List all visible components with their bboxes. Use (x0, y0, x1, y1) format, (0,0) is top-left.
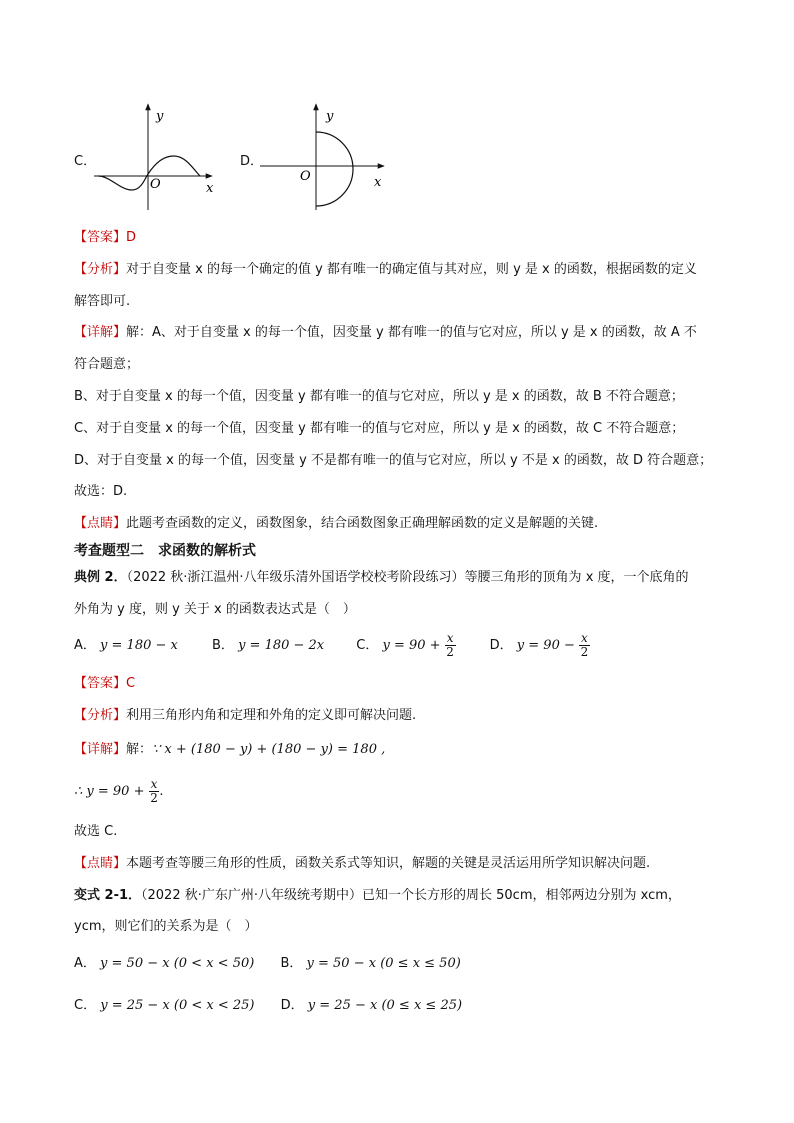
analysis-line-2: 解答即可. (74, 294, 131, 309)
variant-option-a: A． y = 50 − x (0 < x < 50) (74, 956, 255, 971)
detail-line-a2: 符合题意； (74, 357, 140, 372)
detail-line-a1: 【详解】解：A、对于自变量 x 的每一个值，因变量 y 都有唯一的值与它对应，所以 y 是 x 的函数，故 A 不 (74, 325, 697, 340)
example-2-analysis: 【分析】利用三角形内角和定理和外角的定义即可解决问题. (74, 708, 417, 723)
example-2-choice: 故选 C. (74, 824, 118, 839)
section-title: 考查题型二 求函数的解析式 (74, 543, 256, 559)
variant-2-1-options-cd (74, 996, 462, 1016)
variant-2-1-stem-2: ycm，则它们的关系为是（ ） (74, 919, 258, 934)
graph-d-y-label: y (326, 109, 334, 124)
graph-c-curve (98, 156, 200, 190)
variant-2-1-options-ab (74, 954, 461, 974)
option-a: A． y = 180 − x (74, 638, 178, 653)
variant-2-1-stem-1: 变式 2-1．（2022 秋·广东广州·八年级统考期中）已知一个长方形的周长 50cm，相邻两边分别为 xcm， (74, 888, 681, 903)
graph-d-semicircle (316, 132, 353, 206)
option-c: C． y = 90 + $\frac{x}{2}$ (356, 631, 454, 659)
graph-c-y-label: y (156, 109, 164, 124)
example-2-detail: 【详解】解：∵ x + (180 − y) + (180 − y) = 180 , (74, 742, 386, 757)
example-2-stem-1: 典例 2．（2022 秋·浙江温州·八年级乐清外国语学校校考阶段练习）等腰三角形的顶角为 x 度，一个底角的 (74, 570, 689, 585)
graph-c-x-label: x (206, 181, 214, 196)
comment-line: 【点睛】此题考查函数的定义，函数图象，结合函数图象正确理解函数的定义是解题的关键. (74, 516, 599, 531)
choice-line: 故选：D. (74, 484, 128, 499)
option-b: B． y = 180 − 2x (212, 638, 325, 653)
variant-option-c: C． y = 25 − x (0 < x < 25) (74, 998, 255, 1013)
graph-d-x-label: x (374, 175, 382, 190)
graph-d-origin: O (300, 169, 311, 184)
graph-c (90, 98, 220, 213)
example-2-answer: 【答案】C (74, 676, 136, 691)
option-d: D． y = 90 − $\frac{x}{2}$ (489, 631, 589, 659)
detail-line-b: B、对于自变量 x 的每一个值，因变量 y 都有唯一的值与它对应，所以 y 是 x 的函数，故 B 不符合题意； (74, 389, 684, 404)
graph-d (256, 98, 396, 213)
example-2-comment: 【点睛】本题考查等腰三角形的性质，函数关系式等知识，解题的关键是灵活运用所学知识解决问题. (74, 856, 651, 871)
analysis-line-1: 【分析】对于自变量 x 的每一个确定的值 y 都有唯一的确定值与其对应，则 y 是 x 的函数，根据函数的定义 (74, 262, 697, 277)
variant-option-b: B． y = 50 − x (0 ≤ x ≤ 50) (280, 956, 461, 971)
option-d-label: D． (240, 154, 264, 169)
detail-line-d: D、对于自变量 x 的每一个值，因变量 y 不是都有唯一的值与它对应，所以 y 不是 x 的函数，故 D 符合题意； (74, 453, 713, 468)
answer-line: 【答案】D (74, 230, 137, 245)
example-2-options (74, 632, 590, 660)
option-c-label: C． (74, 154, 97, 169)
example-2-stem-2: 外角为 y 度，则 y 关于 x 的函数表达式是（ ） (74, 602, 356, 617)
example-2-result: ∴ y = 90 + $\frac{x}{2}$ . (74, 777, 164, 805)
detail-line-c: C、对于自变量 x 的每一个值，因变量 y 都有唯一的值与它对应，所以 y 是 x 的函数，故 C 不符合题意； (74, 421, 685, 436)
graph-c-origin: O (150, 177, 161, 192)
variant-option-d: D． y = 25 − x (0 ≤ x ≤ 25) (280, 998, 463, 1013)
